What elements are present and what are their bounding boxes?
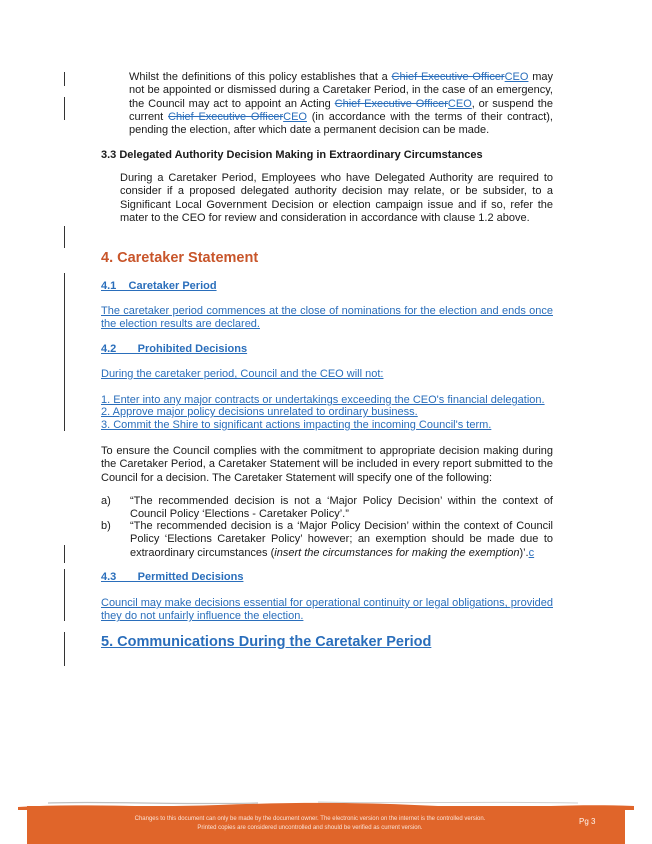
change-bar [64,97,65,120]
footer-line-1: Changes to this document can only be made by the document owner. The electronic version on the internet is the controlled version. [134,816,486,822]
section-4-2-intro: During the caretaker period, Council and the CEO will not: [101,368,384,380]
change-bar [64,632,65,666]
change-bar [64,545,65,563]
section-4-1-body: The caretaker period commences at the close of nominations for the election and ends once the election results are declared. [101,305,553,331]
page-footer [0,796,652,844]
option-b-text-start: “The recommended decision is a ‘Major Policy Decision’ within the context of Council Policy ‘Elections Caretaker Policy’ however; an exemption should be made due to extraordinary circumstances ( [130,520,553,559]
intro-text: (in accordance with the terms of their contract), pending the election, after which date a permanent decision can be made. [129,110,553,137]
option-b-text-end: )’. [519,546,529,559]
section-4-3-heading: 4.3 Permitted Decisions [101,571,244,583]
deleted-text: Chief Executive Officer [168,110,284,123]
option-b [101,520,553,560]
option-b-italic: insert the circumstances for making the exemption [274,546,520,559]
intro-text: Whilst the definitions of this policy establishes that a [129,71,392,83]
caretaker-statement-paragraph: To ensure the Council complies with the commitment to appropriate decision making during the Caretaker Period, a Caretaker Statement will be included in every report submitted to the Council for a decision. The Caretaker Statement will specify one of the following: [101,445,553,484]
deleted-text: Chief Executive Officer [334,97,448,110]
change-bar [64,72,65,86]
change-bar [64,226,65,248]
change-bar [64,569,65,621]
inserted-text: c [528,546,535,559]
footer-disclaimer [60,815,560,832]
page-number: Pg 3 [579,817,596,826]
inserted-text: CEO [504,71,529,83]
option-b-text [130,520,553,560]
section-4-heading: 4. Caretaker Statement [101,250,259,266]
section-4-3-body: Council may make decisions essential for operational continuity or legal obligations, provided they do not unfairly influence the election. [101,597,553,623]
option-a-label: a) [101,495,111,507]
option-a-text: “The recommended decision is not a ‘Major Policy Decision’ within the context of Council Policy ‘Elections - Caretaker Policy’.” [130,495,553,521]
intro-text: may not be appointed or dismissed during a Caretaker Period, in the case of an emergency, the Council may act to appoint an Acting [129,71,553,110]
section-5-heading: 5. Communications During the Caretaker Period [101,634,432,650]
inserted-text: CEO [447,97,472,110]
intro-text: , or suspend the current [129,97,554,123]
section-4-1-heading: 4.1 Caretaker Period [101,280,217,292]
prohibited-list-item: 2. Approve major policy decisions unrelated to ordinary business. [101,406,418,418]
section-4-2-heading: 4.2 Prohibited Decisions [101,343,248,355]
footer-line-2: Printed copies are considered uncontrolled and should be verified as current version. [197,824,423,831]
option-b-label: b) [101,520,111,532]
option-a [101,495,553,521]
inserted-text: CEO [283,110,307,123]
section-3-3-heading: 3.3 Delegated Authority Decision Making in Extraordinary Circumstances [101,149,483,161]
section-3-3-body: During a Caretaker Period, Employees who have Delegated Authority are required to consider if a proposed delegated authority decision may relate, or be subsider, to a Significant Local Government Decision or election campaign issue and if so, refer the mater to the CEO for review and consideration in accordance with clause 1.2 above. [120,172,553,224]
change-bar [64,273,65,431]
intro-paragraph [129,71,553,137]
prohibited-list-item: 1. Enter into any major contracts or undertakings exceeding the CEO's financial delegation. [101,394,545,406]
prohibited-list-item: 3. Commit the Shire to significant actions impacting the incoming Council's term. [101,419,492,431]
deleted-text: Chief Executive Officer [391,71,505,83]
